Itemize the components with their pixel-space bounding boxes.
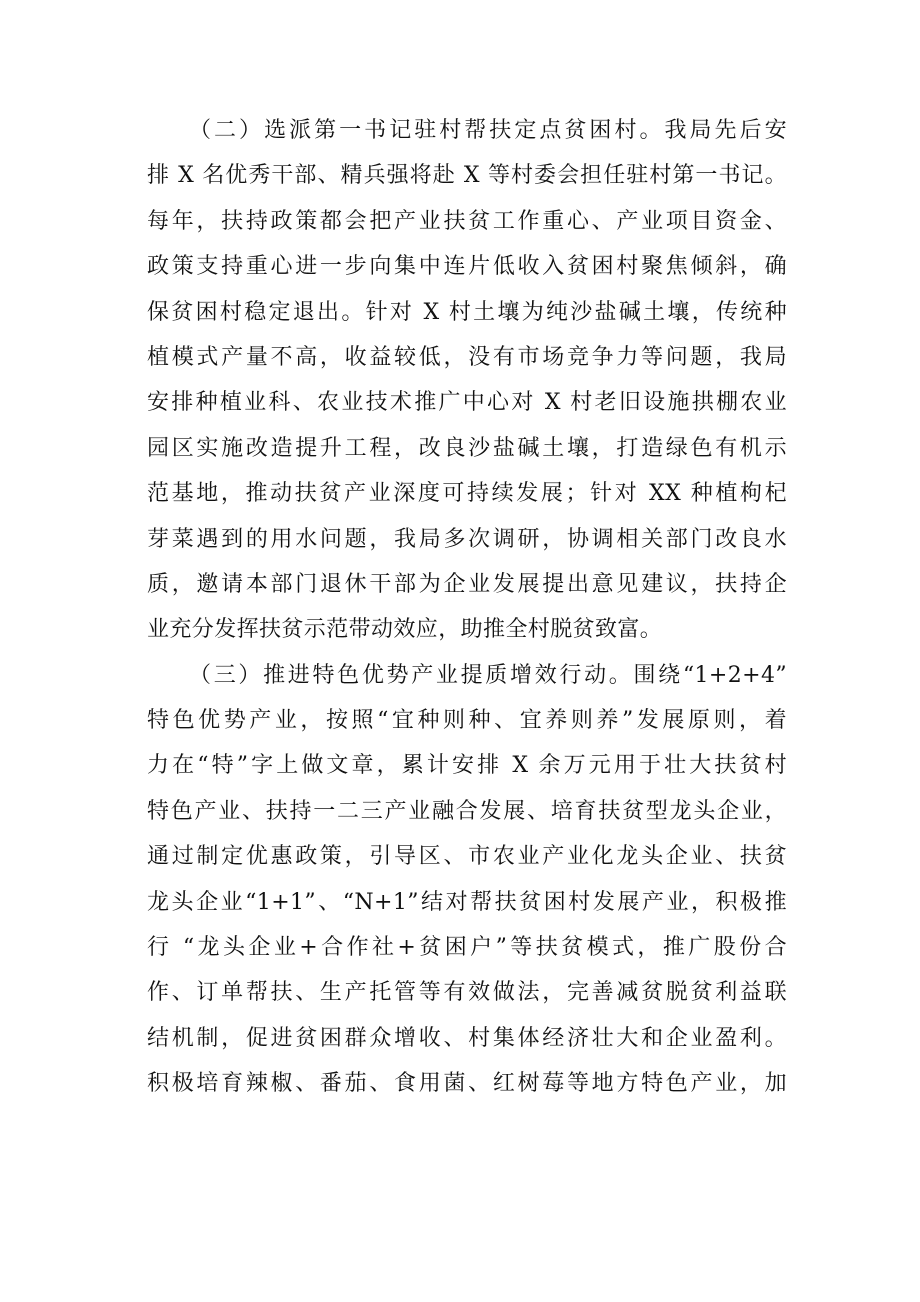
paragraph-3-line-8: 作、订单帮扶、生产托管等有效做法，完善减贫脱贫利益联 <box>147 980 787 1006</box>
paragraph-3-line-6: 龙头企业“1+1”、“N+1”结对帮扶贫困村发展产业，积极推 <box>147 889 787 915</box>
paragraph-2-line-1: （二）选派第一书记驻村帮扶定点贫困村。我局先后安 <box>189 118 787 143</box>
paragraph-2-line-12: 业充分发挥扶贫示范带动效应，助推全村脱贫致富。 <box>147 617 663 643</box>
paragraph-3-line-7: 行 “龙头企业+合作社+贫困户”等扶贫模式，推广股份合 <box>147 935 787 961</box>
paragraph-3-line-3: 力在“特”字上做文章，累计安排 X 余万元用于壮大扶贫村 <box>147 753 787 779</box>
paragraph-2-line-2: 排 X 名优秀干部、精兵强将赴 X 等村委会担任驻村第一书记。 <box>147 163 787 189</box>
paragraph-2-line-10: 芽菜遇到的用水问题，我局多次调研，协调相关部门改良水 <box>147 526 787 552</box>
paragraph-2-line-3: 每年，扶持政策都会把产业扶贫工作重心、产业项目资金、 <box>147 208 787 234</box>
paragraph-3-line-5: 通过制定优惠政策，引导区、市农业产业化龙头企业、扶贫 <box>147 844 787 870</box>
paragraph-2-line-4: 政策支持重心进一步向集中连片低收入贫困村聚焦倾斜，确 <box>147 254 787 280</box>
paragraph-3-line-4: 特色产业、扶持一二三产业融合发展、培育扶贫型龙头企业， <box>147 798 787 824</box>
paragraph-3-line-9: 结机制，促进贫困群众增收、村集体经济壮大和企业盈利。 <box>147 1025 787 1051</box>
paragraph-2-line-6: 植模式产量不高，收益较低，没有市场竞争力等问题，我局 <box>147 344 787 370</box>
paragraph-2-line-8: 园区实施改造提升工程，改良沙盐碱土壤，打造绿色有机示 <box>147 435 787 461</box>
paragraph-3-line-2: 特色优势产业，按照“宜种则种、宜养则养”发展原则，着 <box>147 708 787 734</box>
paragraph-3-line-1: （三）推进特色优势产业提质增效行动。围绕“1+2+4” <box>189 662 787 688</box>
paragraph-3-line-10: 积极培育辣椒、番茄、食用菌、红树莓等地方特色产业，加 <box>147 1071 787 1097</box>
paragraph-2-line-11: 质，邀请本部门退休干部为企业发展提出意见建议，扶持企 <box>147 571 787 597</box>
paragraph-2-line-9: 范基地，推动扶贫产业深度可持续发展；针对 XX 种植枸杞 <box>147 481 787 507</box>
paragraph-2-line-5: 保贫困村稳定退出。针对 X 村土壤为纯沙盐碱土壤，传统种 <box>147 299 787 325</box>
paragraph-2-line-7: 安排种植业科、农业技术推广中心对 X 村老旧设施拱棚农业 <box>147 390 787 416</box>
document-body <box>147 108 787 1107</box>
